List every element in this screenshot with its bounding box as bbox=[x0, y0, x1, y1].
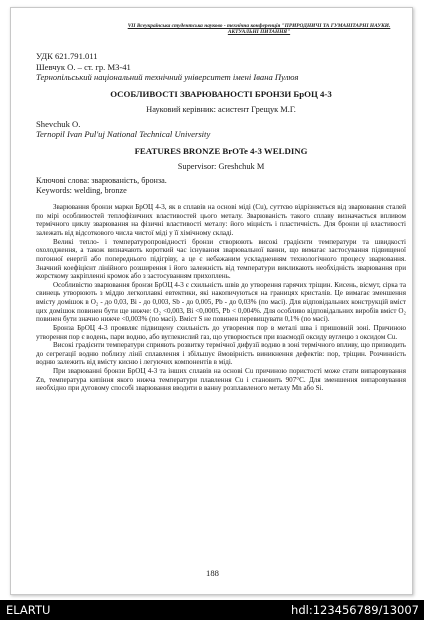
conference-header bbox=[103, 23, 415, 35]
paragraph: При зварюванні бронзи БрОЦ 4-3 та інших сплавів на основі Cu причиною пористості може стати випаровування Zn, температура кипіння якого нижча температури плавлення Cu і становить 907°C. Для зменшення випаровування необхідно при дуговому способі зварювання вводити в ванну розплавленого металу Mn або Si. bbox=[36, 367, 406, 393]
udc-code: УДК 621.791.011 bbox=[36, 51, 98, 61]
paper-content bbox=[36, 51, 406, 393]
paragraph: Особливістю зварювання бронзи БрОЦ 4-3 є схильність швів до утворення гарячих тріщин. Кисень, вісмут, сірка та свинець утворюють з міддю легкоплавкі евтектики, які накопичуються на границях кристалів. Це вимагає зменшення вмісту домішок в O₂ - до 0,03, Bi - до 0,003, Sb - до 0,005, Pb - до 0,03% (по масі). Для відповідальних конструкцій вміст цих домішок повинен бути ще нижче: O₂ <0,003, Bi <0,0005, Pb < 0,004%. Для особливо відповідальних виробів вміст O₂ повинен бути значно нижче <0,003% (по масі). Вміст S не повинен перевищувати 0,1% (по масі). bbox=[36, 280, 406, 324]
affiliation-ua: Тернопільський національний технічний університет імені Івана Пулюя bbox=[36, 72, 299, 83]
paragraph: Великі тепло- і температуропровідності бронзи створюють високі градієнти температури та швидкості охолодження, а також визначають короткий час існування зварювальної ванни, що вимагає застосування підвищеної погонної енергії або попереднього підігріву, а це є небажаним ускладненням технологічного процесу зварювання. Значний коефіцієнт лінійного розширення і його залежність від температури викликають необхідність зварювання при жорсткому закріпленні кромок або з застосуванням прихоплень. bbox=[36, 237, 406, 281]
header-line-1: VII Всеукраїнська студентська науково - технічна конференція "ПРИРОДНИЧІ ТА ГУМАНІТАРНІ НАУКИ. bbox=[127, 23, 391, 29]
keywords-ua: Ключові слова: зварюваність, бронза. bbox=[36, 175, 167, 185]
document-page bbox=[10, 7, 413, 595]
title-ua: ОСОБЛИВОСТІ ЗВАРЮВАНОСТІ БРОНЗИ БрОЦ 4-3 bbox=[110, 88, 332, 99]
title-en: FEATURES BRONZE BrOTe 4-3 WELDING bbox=[134, 145, 308, 156]
supervisor-en: Supervisor: Greshchuk M bbox=[177, 161, 265, 171]
handle-id: hdl:123456789/13007 bbox=[291, 603, 419, 617]
header-line-2: АКТУАЛЬНІ ПИТАННЯ" bbox=[227, 29, 291, 36]
page-number: 188 bbox=[206, 568, 219, 578]
author-ua: Шевчук О. – ст. гр. МЗ-41 bbox=[36, 61, 131, 72]
author-en: Shevchuk O. bbox=[36, 118, 81, 129]
repository-name: ELARTU bbox=[6, 603, 51, 617]
paragraph: Високі градієнти температури сприяють розвитку термічної дифузії водню в зоні термічного впливу, що призводить до сегрегації водню поблизу лінії сплавлення і збільшує ймовірність виникнення дефектів: пор, тріщин. Розчинність водню залежить від вмісту кисню і легуючих компонентів в міді. bbox=[36, 341, 406, 367]
paragraph: Зварювання бронзи марки БрОЦ 4-3, як в сплавів на основі міді (Cu), суттєво відрізняється від зварювання сталей по мірі особливостей теплофізичних властивостей цього металу. Зварюваність такого сплаву визначається впливом термічного циклу зварювання на фізичні властивості металу: його міцність і пластичність. Для бронзи ці властивості залежать від відсоткового числа чистої міді у її хімічному складі. bbox=[36, 203, 406, 238]
supervisor-ua: Науковий керівник: асистент Грещук М.Г. bbox=[146, 104, 296, 114]
keywords-en: Keywords: welding, bronze bbox=[36, 185, 127, 195]
body-text bbox=[36, 203, 406, 393]
affiliation-en: Ternopil Ivan Pul'uj National Technical University bbox=[36, 129, 211, 140]
footer-bar bbox=[0, 600, 424, 620]
paragraph: Бронза БрОЦ 4-3 проявляє підвищену схильність до утворення пор в металі шва і пришовній зоні. Причиною утворення пор є водень, пари водню, або вуглекислий газ, що утворюється при взаємодії оксиду вуглецю з оксидом Cu. bbox=[36, 323, 406, 341]
